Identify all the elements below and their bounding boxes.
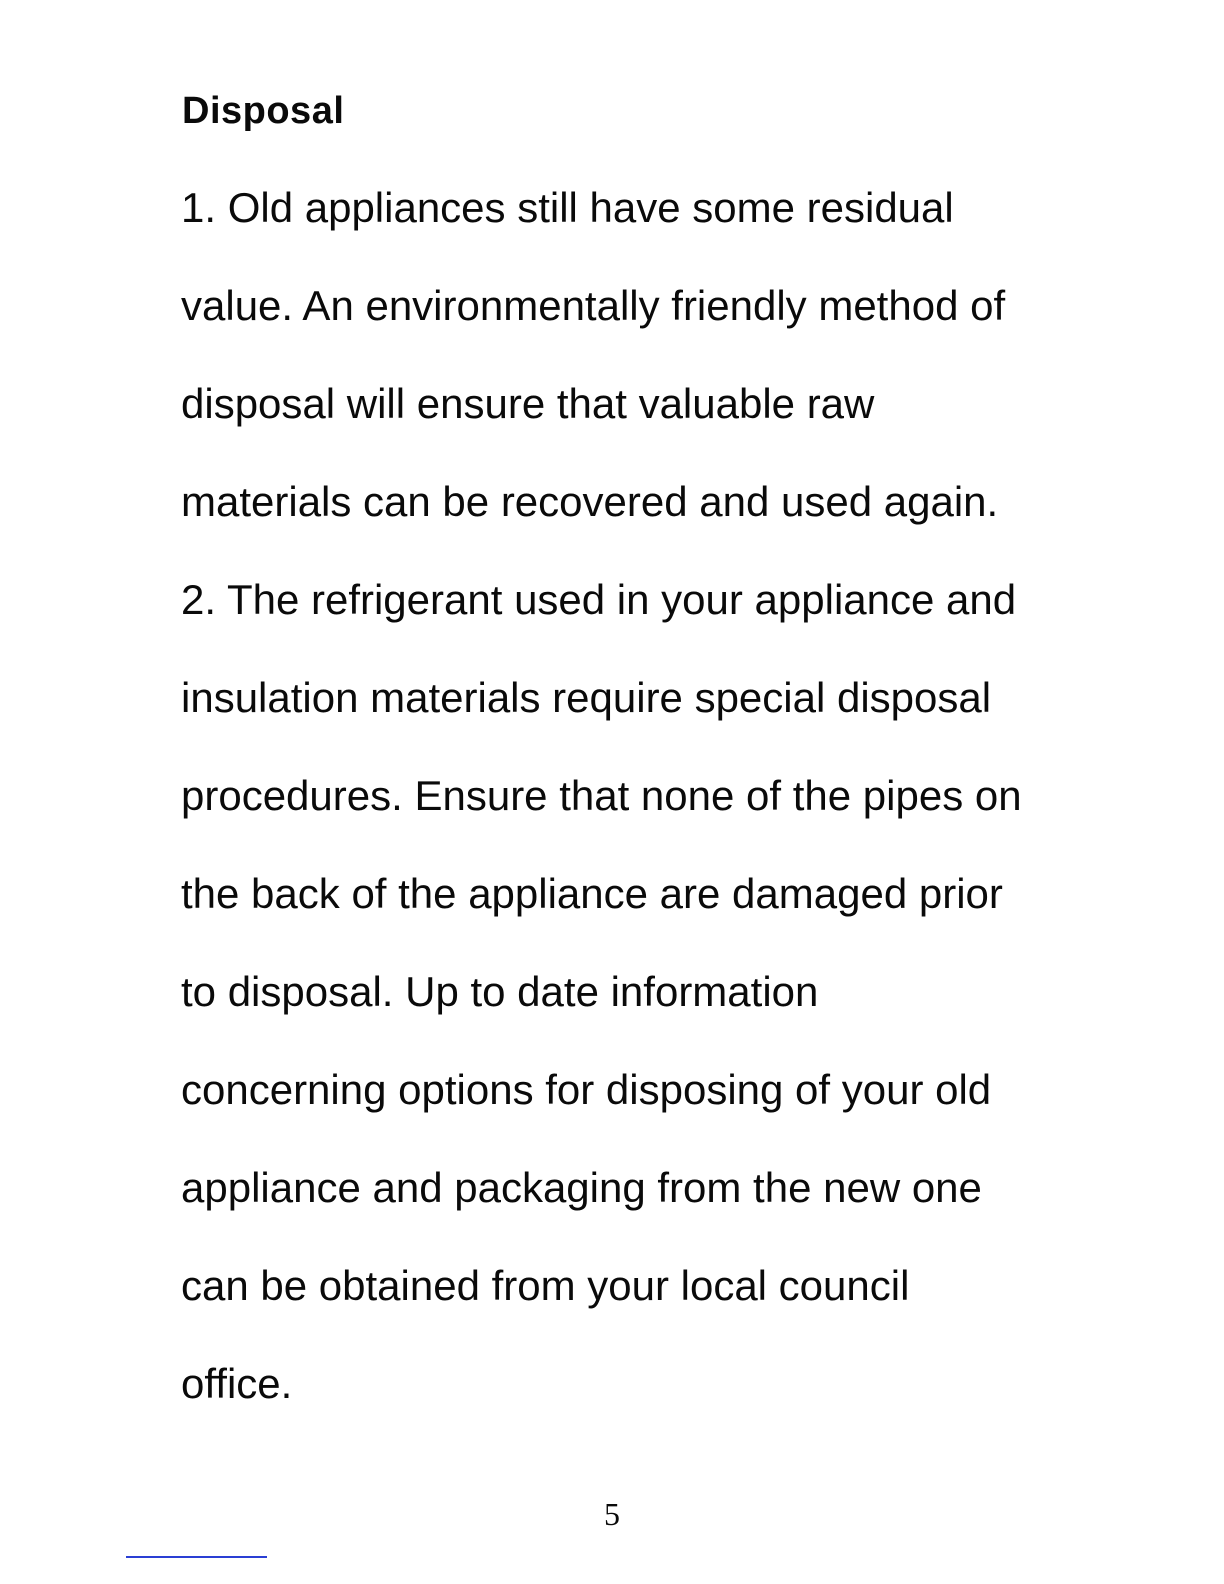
- footer-rule: [126, 1556, 267, 1558]
- body-line: the back of the appliance are damaged prior: [181, 870, 1003, 917]
- body-line: appliance and packaging from the new one: [181, 1164, 982, 1211]
- page-number: 5: [604, 1496, 620, 1532]
- body-line: value. An environmentally friendly method of: [181, 282, 1006, 329]
- body-line: 2. The refrigerant used in your appliance and: [181, 576, 1017, 623]
- body-line: materials can be recovered and used again.: [181, 478, 999, 525]
- section-heading: Disposal: [182, 90, 345, 132]
- body-line: 1. Old appliances still have some residual: [181, 184, 954, 231]
- body-line: disposal will ensure that valuable raw: [181, 380, 875, 427]
- body-line: procedures. Ensure that none of the pipes on: [181, 772, 1022, 819]
- body-line: can be obtained from your local council: [181, 1262, 910, 1309]
- body-line: office.: [181, 1360, 293, 1407]
- body-line: to disposal. Up to date information: [181, 968, 819, 1015]
- body-line: insulation materials require special disposal: [181, 674, 992, 721]
- body-line: concerning options for disposing of your old: [181, 1066, 992, 1113]
